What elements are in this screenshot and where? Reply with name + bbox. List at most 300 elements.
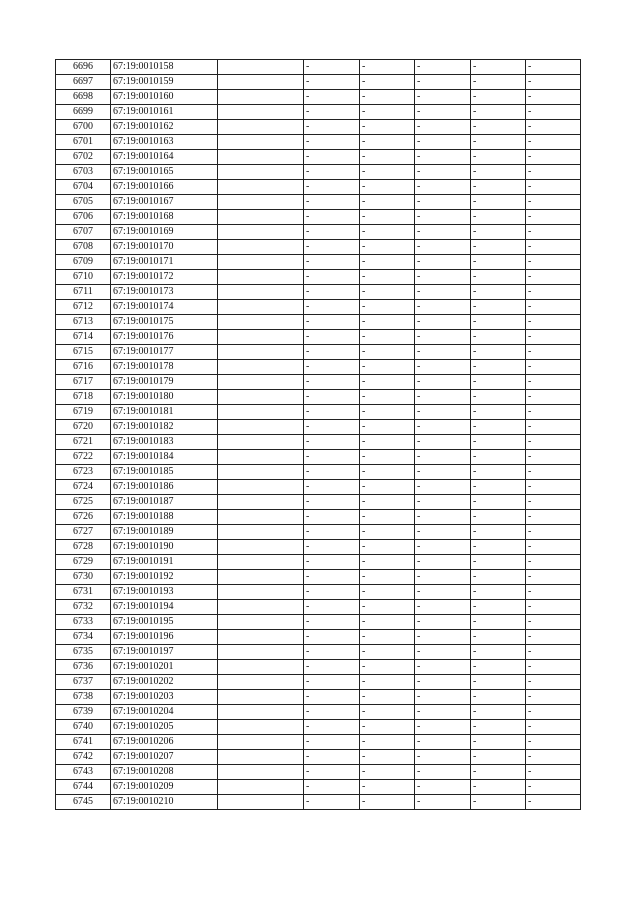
dash-cell: - (415, 525, 471, 540)
cadastral-number-cell: 67:19:0010180 (111, 390, 218, 405)
dash-cell: - (526, 375, 581, 390)
dash-cell: - (471, 300, 526, 315)
dash-cell: - (304, 510, 360, 525)
empty-cell (218, 240, 304, 255)
dash-cell: - (471, 555, 526, 570)
dash-cell: - (526, 345, 581, 360)
dash-cell: - (415, 315, 471, 330)
row-number-cell: 6722 (56, 450, 111, 465)
row-number-cell: 6713 (56, 315, 111, 330)
row-number-cell: 6737 (56, 675, 111, 690)
dash-cell: - (415, 375, 471, 390)
dash-cell: - (471, 480, 526, 495)
dash-cell: - (360, 105, 415, 120)
table-row (56, 630, 581, 645)
dash-cell: - (526, 570, 581, 585)
dash-cell: - (304, 525, 360, 540)
dash-cell: - (526, 585, 581, 600)
empty-cell (218, 495, 304, 510)
dash-cell: - (304, 195, 360, 210)
row-number-cell: 6712 (56, 300, 111, 315)
dash-cell: - (471, 465, 526, 480)
row-number-cell: 6724 (56, 480, 111, 495)
dash-cell: - (360, 795, 415, 810)
empty-cell (218, 120, 304, 135)
cadastral-number-cell: 67:19:0010170 (111, 240, 218, 255)
row-number-cell: 6707 (56, 225, 111, 240)
empty-cell (218, 330, 304, 345)
dash-cell: - (304, 795, 360, 810)
dash-cell: - (304, 720, 360, 735)
dash-cell: - (471, 60, 526, 75)
dash-cell: - (526, 690, 581, 705)
dash-cell: - (360, 645, 415, 660)
cadastral-number-cell: 67:19:0010161 (111, 105, 218, 120)
row-number-cell: 6719 (56, 405, 111, 420)
dash-cell: - (304, 165, 360, 180)
table-row (56, 75, 581, 90)
empty-cell (218, 480, 304, 495)
cadastral-number-cell: 67:19:0010158 (111, 60, 218, 75)
dash-cell: - (360, 210, 415, 225)
row-number-cell: 6709 (56, 255, 111, 270)
row-number-cell: 6735 (56, 645, 111, 660)
empty-cell (218, 360, 304, 375)
empty-cell (218, 105, 304, 120)
dash-cell: - (415, 765, 471, 780)
cadastral-number-cell: 67:19:0010202 (111, 675, 218, 690)
dash-cell: - (360, 150, 415, 165)
dash-cell: - (526, 315, 581, 330)
dash-cell: - (471, 255, 526, 270)
table-row (56, 165, 581, 180)
dash-cell: - (415, 75, 471, 90)
dash-cell: - (471, 225, 526, 240)
row-number-cell: 6711 (56, 285, 111, 300)
dash-cell: - (360, 240, 415, 255)
empty-cell (218, 600, 304, 615)
empty-cell (218, 375, 304, 390)
dash-cell: - (471, 705, 526, 720)
dash-cell: - (360, 165, 415, 180)
dash-cell: - (471, 105, 526, 120)
dash-cell: - (471, 240, 526, 255)
dash-cell: - (471, 660, 526, 675)
dash-cell: - (415, 240, 471, 255)
empty-cell (218, 315, 304, 330)
dash-cell: - (471, 120, 526, 135)
cadastral-number-cell: 67:19:0010172 (111, 270, 218, 285)
dash-cell: - (304, 75, 360, 90)
dash-cell: - (471, 165, 526, 180)
dash-cell: - (471, 420, 526, 435)
empty-cell (218, 780, 304, 795)
table-row (56, 540, 581, 555)
cadastral-number-cell: 67:19:0010205 (111, 720, 218, 735)
row-number-cell: 6743 (56, 765, 111, 780)
dash-cell: - (526, 360, 581, 375)
cadastral-number-cell: 67:19:0010193 (111, 585, 218, 600)
dash-cell: - (304, 690, 360, 705)
dash-cell: - (415, 165, 471, 180)
dash-cell: - (526, 150, 581, 165)
empty-cell (218, 180, 304, 195)
table-row (56, 510, 581, 525)
cadastral-number-cell: 67:19:0010207 (111, 750, 218, 765)
dash-cell: - (304, 345, 360, 360)
dash-cell: - (415, 225, 471, 240)
dash-cell: - (415, 480, 471, 495)
empty-cell (218, 750, 304, 765)
empty-cell (218, 570, 304, 585)
dash-cell: - (471, 450, 526, 465)
cadastral-number-cell: 67:19:0010183 (111, 435, 218, 450)
dash-cell: - (471, 360, 526, 375)
row-number-cell: 6696 (56, 60, 111, 75)
table-row (56, 675, 581, 690)
table-row (56, 585, 581, 600)
empty-cell (218, 510, 304, 525)
dash-cell: - (471, 750, 526, 765)
dash-cell: - (471, 405, 526, 420)
row-number-cell: 6698 (56, 90, 111, 105)
dash-cell: - (471, 390, 526, 405)
dash-cell: - (526, 600, 581, 615)
dash-cell: - (304, 765, 360, 780)
empty-cell (218, 765, 304, 780)
dash-cell: - (360, 495, 415, 510)
table-row (56, 345, 581, 360)
cadastral-number-cell: 67:19:0010204 (111, 705, 218, 720)
table-row (56, 390, 581, 405)
dash-cell: - (360, 420, 415, 435)
dash-cell: - (304, 675, 360, 690)
table-row (56, 600, 581, 615)
empty-cell (218, 405, 304, 420)
dash-cell: - (526, 390, 581, 405)
dash-cell: - (526, 615, 581, 630)
empty-cell (218, 720, 304, 735)
row-number-cell: 6710 (56, 270, 111, 285)
empty-cell (218, 420, 304, 435)
cadastral-number-cell: 67:19:0010164 (111, 150, 218, 165)
dash-cell: - (471, 735, 526, 750)
dash-cell: - (304, 585, 360, 600)
empty-cell (218, 135, 304, 150)
dash-cell: - (360, 735, 415, 750)
dash-cell: - (360, 135, 415, 150)
cadastral-number-cell: 67:19:0010208 (111, 765, 218, 780)
dash-cell: - (526, 105, 581, 120)
row-number-cell: 6739 (56, 705, 111, 720)
table-row (56, 780, 581, 795)
empty-cell (218, 285, 304, 300)
dash-cell: - (471, 690, 526, 705)
table-row (56, 690, 581, 705)
dash-cell: - (471, 345, 526, 360)
dash-cell: - (471, 600, 526, 615)
row-number-cell: 6715 (56, 345, 111, 360)
dash-cell: - (415, 420, 471, 435)
empty-cell (218, 345, 304, 360)
cadastral-number-cell: 67:19:0010163 (111, 135, 218, 150)
dash-cell: - (360, 375, 415, 390)
row-number-cell: 6717 (56, 375, 111, 390)
dash-cell: - (304, 315, 360, 330)
dash-cell: - (526, 165, 581, 180)
empty-cell (218, 690, 304, 705)
table-row (56, 735, 581, 750)
dash-cell: - (526, 405, 581, 420)
cadastral-number-cell: 67:19:0010192 (111, 570, 218, 585)
table-row (56, 315, 581, 330)
cadastral-number-cell: 67:19:0010169 (111, 225, 218, 240)
dash-cell: - (526, 630, 581, 645)
dash-cell: - (415, 90, 471, 105)
dash-cell: - (415, 540, 471, 555)
dash-cell: - (360, 450, 415, 465)
empty-cell (218, 90, 304, 105)
dash-cell: - (304, 90, 360, 105)
dash-cell: - (415, 330, 471, 345)
dash-cell: - (360, 780, 415, 795)
cadastral-number-cell: 67:19:0010167 (111, 195, 218, 210)
dash-cell: - (471, 75, 526, 90)
dash-cell: - (415, 450, 471, 465)
cadastral-number-cell: 67:19:0010160 (111, 90, 218, 105)
table-row (56, 90, 581, 105)
table-row (56, 120, 581, 135)
table-row (56, 360, 581, 375)
empty-cell (218, 165, 304, 180)
dash-cell: - (360, 75, 415, 90)
dash-cell: - (471, 285, 526, 300)
dash-cell: - (415, 120, 471, 135)
dash-cell: - (471, 720, 526, 735)
dash-cell: - (526, 195, 581, 210)
dash-cell: - (304, 420, 360, 435)
dash-cell: - (360, 225, 415, 240)
cadastral-number-cell: 67:19:0010196 (111, 630, 218, 645)
dash-cell: - (415, 465, 471, 480)
dash-cell: - (526, 285, 581, 300)
cadastral-number-cell: 67:19:0010182 (111, 420, 218, 435)
table-row (56, 795, 581, 810)
dash-cell: - (471, 150, 526, 165)
dash-cell: - (526, 675, 581, 690)
table-row (56, 420, 581, 435)
cadastral-number-cell: 67:19:0010165 (111, 165, 218, 180)
dash-cell: - (415, 570, 471, 585)
empty-cell (218, 630, 304, 645)
dash-cell: - (526, 255, 581, 270)
row-number-cell: 6702 (56, 150, 111, 165)
dash-cell: - (526, 510, 581, 525)
dash-cell: - (304, 135, 360, 150)
row-number-cell: 6697 (56, 75, 111, 90)
table-row (56, 660, 581, 675)
dash-cell: - (471, 270, 526, 285)
row-number-cell: 6705 (56, 195, 111, 210)
dash-cell: - (526, 120, 581, 135)
dash-cell: - (360, 90, 415, 105)
dash-cell: - (304, 615, 360, 630)
empty-cell (218, 450, 304, 465)
dash-cell: - (471, 780, 526, 795)
row-number-cell: 6731 (56, 585, 111, 600)
dash-cell: - (304, 735, 360, 750)
dash-cell: - (360, 720, 415, 735)
dash-cell: - (471, 570, 526, 585)
dash-cell: - (360, 510, 415, 525)
dash-cell: - (526, 465, 581, 480)
dash-cell: - (471, 330, 526, 345)
dash-cell: - (304, 645, 360, 660)
dash-cell: - (471, 630, 526, 645)
cadastral-number-cell: 67:19:0010203 (111, 690, 218, 705)
table-row (56, 330, 581, 345)
dash-cell: - (526, 450, 581, 465)
table-row (56, 645, 581, 660)
dash-cell: - (526, 780, 581, 795)
dash-cell: - (415, 720, 471, 735)
dash-cell: - (304, 360, 360, 375)
dash-cell: - (415, 345, 471, 360)
dash-cell: - (360, 705, 415, 720)
cadastral-number-cell: 67:19:0010168 (111, 210, 218, 225)
dash-cell: - (526, 135, 581, 150)
empty-cell (218, 195, 304, 210)
dash-cell: - (471, 495, 526, 510)
dash-cell: - (304, 105, 360, 120)
row-number-cell: 6733 (56, 615, 111, 630)
table-row (56, 555, 581, 570)
dash-cell: - (415, 255, 471, 270)
dash-cell: - (471, 540, 526, 555)
dash-cell: - (360, 300, 415, 315)
row-number-cell: 6740 (56, 720, 111, 735)
empty-cell (218, 615, 304, 630)
dash-cell: - (471, 510, 526, 525)
dash-cell: - (471, 645, 526, 660)
dash-cell: - (471, 195, 526, 210)
cadastral-number-cell: 67:19:0010209 (111, 780, 218, 795)
table-row (56, 720, 581, 735)
dash-cell: - (304, 435, 360, 450)
dash-cell: - (415, 705, 471, 720)
dash-cell: - (304, 270, 360, 285)
cadastral-number-cell: 67:19:0010206 (111, 735, 218, 750)
cadastral-number-cell: 67:19:0010162 (111, 120, 218, 135)
cadastral-number-cell: 67:19:0010187 (111, 495, 218, 510)
cadastral-number-cell: 67:19:0010166 (111, 180, 218, 195)
row-number-cell: 6745 (56, 795, 111, 810)
dash-cell: - (304, 555, 360, 570)
cadastral-number-cell: 67:19:0010177 (111, 345, 218, 360)
dash-cell: - (415, 285, 471, 300)
table-row (56, 765, 581, 780)
dash-cell: - (526, 240, 581, 255)
table-row (56, 285, 581, 300)
dash-cell: - (360, 360, 415, 375)
cadastral-number-cell: 67:19:0010189 (111, 525, 218, 540)
dash-cell: - (526, 540, 581, 555)
dash-cell: - (471, 135, 526, 150)
cadastral-number-cell: 67:19:0010194 (111, 600, 218, 615)
dash-cell: - (526, 270, 581, 285)
table-row (56, 195, 581, 210)
row-number-cell: 6732 (56, 600, 111, 615)
dash-cell: - (304, 630, 360, 645)
dash-cell: - (360, 285, 415, 300)
dash-cell: - (415, 270, 471, 285)
dash-cell: - (471, 525, 526, 540)
dash-cell: - (415, 300, 471, 315)
table-row (56, 60, 581, 75)
dash-cell: - (360, 255, 415, 270)
dash-cell: - (526, 735, 581, 750)
row-number-cell: 6701 (56, 135, 111, 150)
empty-cell (218, 210, 304, 225)
dash-cell: - (304, 240, 360, 255)
dash-cell: - (526, 225, 581, 240)
empty-cell (218, 225, 304, 240)
dash-cell: - (415, 630, 471, 645)
dash-cell: - (415, 675, 471, 690)
row-number-cell: 6716 (56, 360, 111, 375)
dash-cell: - (304, 570, 360, 585)
dash-cell: - (471, 765, 526, 780)
dash-cell: - (415, 360, 471, 375)
dash-cell: - (360, 630, 415, 645)
row-number-cell: 6734 (56, 630, 111, 645)
dash-cell: - (360, 405, 415, 420)
empty-cell (218, 675, 304, 690)
dash-cell: - (415, 615, 471, 630)
dash-cell: - (360, 555, 415, 570)
row-number-cell: 6729 (56, 555, 111, 570)
dash-cell: - (471, 435, 526, 450)
row-number-cell: 6708 (56, 240, 111, 255)
dash-cell: - (360, 570, 415, 585)
cadastral-number-cell: 67:19:0010175 (111, 315, 218, 330)
dash-cell: - (415, 405, 471, 420)
dash-cell: - (360, 615, 415, 630)
dash-cell: - (415, 60, 471, 75)
dash-cell: - (415, 105, 471, 120)
empty-cell (218, 300, 304, 315)
dash-cell: - (471, 90, 526, 105)
table-row (56, 240, 581, 255)
row-number-cell: 6700 (56, 120, 111, 135)
dash-cell: - (304, 480, 360, 495)
dash-cell: - (471, 675, 526, 690)
row-number-cell: 6744 (56, 780, 111, 795)
dash-cell: - (526, 300, 581, 315)
row-number-cell: 6714 (56, 330, 111, 345)
dash-cell: - (360, 540, 415, 555)
row-number-cell: 6726 (56, 510, 111, 525)
table-row (56, 480, 581, 495)
table-row (56, 465, 581, 480)
dash-cell: - (415, 435, 471, 450)
empty-cell (218, 735, 304, 750)
cadastral-number-cell: 67:19:0010179 (111, 375, 218, 390)
dash-cell: - (304, 495, 360, 510)
dash-cell: - (415, 390, 471, 405)
dash-cell: - (471, 795, 526, 810)
dash-cell: - (526, 330, 581, 345)
